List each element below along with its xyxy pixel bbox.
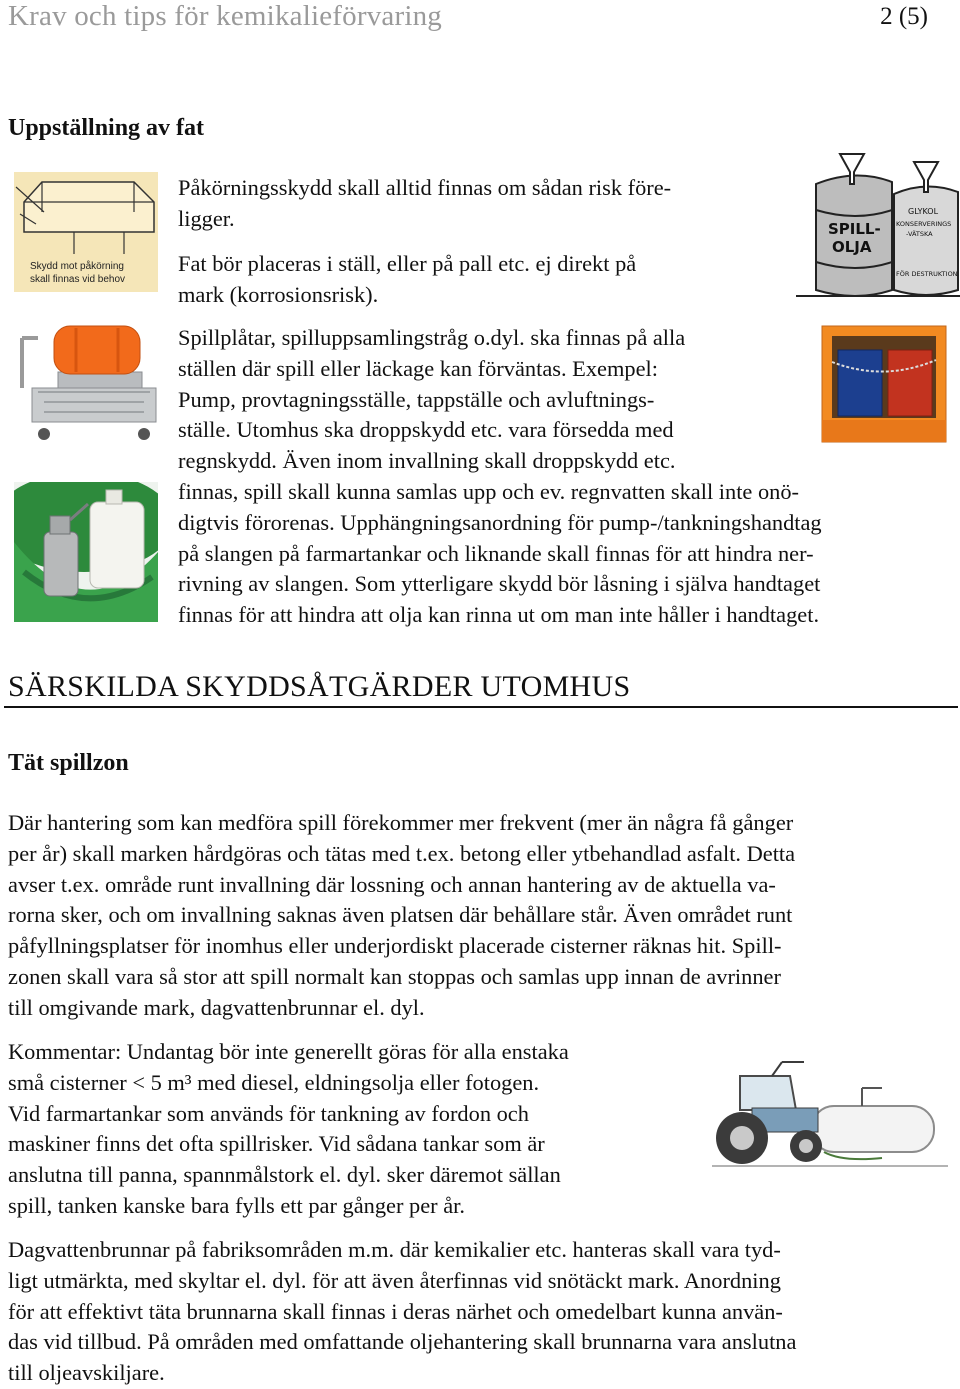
drum-rack-photo — [816, 322, 952, 446]
text-line: rivning av slangen. Som ytterligare skydd bör låsning i själva handtaget — [178, 571, 821, 597]
text-line: små cisterner < 5 m³ med diesel, eldningsolja eller fotogen. — [8, 1069, 540, 1095]
barrel-label-konservering: KONSERVERINGS — [896, 220, 952, 228]
text-line: ställen där spill eller läckage kan förväntas. Exempel: — [178, 355, 658, 381]
text-line: digtvis förorenas. Upphängningsanordning för pump-/tankningshandtag — [178, 509, 822, 535]
page-number: 2 (5) — [880, 3, 928, 30]
paragraph-spillzon — [8, 808, 795, 1024]
text-line: Spillplåtar, spilluppsamlingstråg o.dyl. ska finnas på alla — [178, 325, 686, 350]
text-line: Vid farmartankar som används för tankning av fordon och — [8, 1100, 529, 1126]
barrel-label-glykol: GLYKOL — [908, 207, 939, 216]
text-line: zonen skall vara så stor att spill normalt kan stoppas och samlas upp innan de avrinner — [8, 963, 781, 989]
text-line: ligger. — [178, 205, 235, 231]
text-line: på slangen på farmartankar och liknande skall finnas för att hindra ner- — [178, 540, 814, 566]
section-heading-utomhus: SÄRSKILDA SKYDDSÅTGÄRDER UTOMHUS — [8, 670, 631, 703]
text-line: spill, tanken kanske bara fylls ett par gånger per år. — [8, 1192, 465, 1218]
text-line: Kommentar: Undantag bör inte generellt göras för alla enstaka — [8, 1039, 569, 1064]
text-line: avser t.ex. område runt invallning där lossning och annan hantering av de aktuella va- — [8, 871, 776, 897]
text-line: Där hantering som kan medföra spill förekommer mer frekvent (mer än några få gånger — [8, 810, 794, 835]
text-line: mark (korrosionsrisk). — [178, 281, 379, 307]
sign-text-line1: Skydd mot påkörning — [30, 261, 124, 272]
labelled-barrels-sketch — [796, 150, 960, 302]
barrel-label-destruktion: FÖR DESTRUKTION — [896, 270, 958, 278]
text-line: das vid tillbud. På områden med omfattande oljehantering skall brunnarna vara anslutna — [8, 1329, 797, 1355]
text-line: ställe. Utomhus ska droppskydd etc. vara försedda med — [178, 417, 674, 443]
text-line: Fat bör placeras i ställ, eller på pall etc. ej direkt på — [178, 251, 637, 276]
text-line: regnskydd. Även inom invallning skall droppskydd etc. — [178, 448, 676, 474]
paragraph-fat-1 — [178, 173, 671, 235]
heading-divider — [4, 706, 958, 708]
text-line: per år) skall marken hårdgöras och tätas med t.ex. betong eller ytbehandlad asfalt. Detta — [8, 840, 796, 866]
text-line: ligt utmärkta, med skyltar el. dyl. för att även återfinnas vid snötäckt mark. Anordning — [8, 1267, 781, 1293]
text-line: Pump, provtagningsställe, tappställe och avluftnings- — [178, 386, 655, 412]
text-line: finnas för att hindra att olja kan rinna ut om man inte håller i handtaget. — [178, 602, 820, 628]
paragraph-kommentar — [8, 1037, 569, 1222]
text-line: Dagvattenbrunnar på fabriksområden m.m. där kemikalier etc. hanteras skall vara tyd- — [8, 1237, 781, 1262]
subheading-tat-spillzon: Tät spillzon — [8, 750, 129, 776]
collision-protection-illustration — [14, 172, 158, 292]
text-line: maskiner finns det ofta spillrisker. Vid sådana tankar som är — [8, 1131, 545, 1157]
text-line: rorna sker, och om invallning saknas även platsen där behållare står. Även området runt — [8, 902, 793, 928]
paragraph-fat-2 — [178, 249, 636, 311]
spill-tray-photo — [14, 482, 158, 622]
barrel-label-olja: OLJA — [832, 238, 872, 256]
text-line: till omgivande mark, dagvattenbrunnar el. dyl. — [8, 994, 425, 1020]
text-line: Påkörningsskydd skall alltid finnas om sådan risk före- — [178, 175, 672, 200]
text-line: finnas, spill skall kunna samlas upp och ev. regnvatten skall inte onö- — [178, 478, 800, 504]
paragraph-fat-3 — [178, 323, 822, 631]
section-heading-fat: Uppställning av fat — [8, 115, 205, 141]
sign-text-line2: skall finnas vid behov — [30, 274, 126, 285]
text-line: för att effektivt täta brunnarna skall finnas i deras närhet och omedelbart kunna använ- — [8, 1298, 783, 1324]
drum-cart-photo — [14, 318, 162, 444]
text-line: till oljeavskiljare. — [8, 1360, 165, 1386]
text-line: anslutna till panna, spannmålstork el. dyl. sker däremot sällan — [8, 1162, 561, 1188]
paragraph-dagvattenbrunnar — [8, 1235, 796, 1389]
document-header-title: Krav och tips för kemikalieförvaring — [8, 0, 443, 32]
tractor-farm-tank-illustration — [712, 1058, 948, 1172]
text-line: påfyllningsplatser för inomhus eller underjordiskt placerade cisterner räknas hit. Spill- — [8, 933, 782, 959]
barrel-label-vatska: -VÄTSKA — [906, 230, 933, 238]
barrel-label-spill: SPILL- — [828, 220, 881, 238]
